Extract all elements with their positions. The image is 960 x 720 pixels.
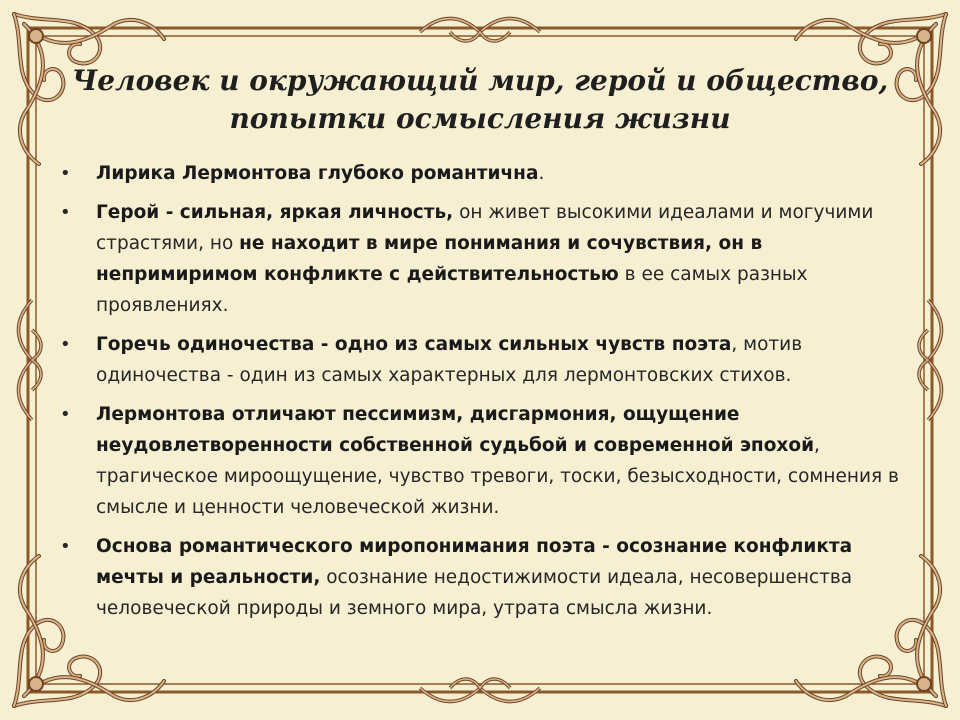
title-line-1: Человек и окружающий мир, герой и общество, bbox=[71, 64, 889, 97]
bullet-text: в ее самых разных проявлениях. bbox=[96, 264, 808, 316]
bottom-edge-flourish bbox=[420, 679, 540, 702]
bullet-text-bold: Лирика Лермонтова глубоко романтична bbox=[96, 163, 539, 184]
title-line-2: попытки осмысления жизни bbox=[229, 102, 731, 135]
bullet-item bbox=[58, 399, 900, 523]
bullet-dot-icon: • bbox=[60, 202, 71, 223]
bullet-text-bold: Основа романтического миропонимания поэта - осознание конфликта мечты и реальности, bbox=[96, 536, 853, 588]
bullet-item bbox=[58, 158, 900, 189]
bullet-text-bold: Лермонтова отличают пессимизм, дисгармония, ощущение неудовлетворенности собственной судьбой и современной эпохой bbox=[96, 404, 815, 456]
bullet-dot-icon: • bbox=[60, 334, 71, 355]
bullet-dot-icon: • bbox=[60, 536, 71, 557]
bullet-dot-icon: • bbox=[60, 404, 71, 425]
bullet-text: , трагическое мироощущение, чувство тревоги, тоски, безысходности, сомнения в смысле и ценности человеческой жизни. bbox=[96, 435, 899, 518]
bullet-text-bold: Герой - сильная, яркая личность, bbox=[96, 202, 454, 223]
bullet-list bbox=[58, 158, 900, 632]
bullet-text: , мотив одиночества - один из самых характерных для лермонтовских стихов. bbox=[96, 334, 803, 386]
left-edge-flourish bbox=[19, 300, 42, 420]
slide-title bbox=[60, 62, 900, 138]
bullet-item bbox=[58, 531, 900, 624]
bullet-text-bold: Горечь одиночества - одно из самых сильных чувств поэта bbox=[96, 334, 732, 355]
right-edge-flourish bbox=[919, 300, 942, 420]
top-edge-flourish bbox=[420, 19, 540, 42]
bullet-item bbox=[58, 329, 900, 391]
bullet-text: . bbox=[538, 163, 545, 184]
bullet-text: осознание недостижимости идеала, несовершенства человеческой природы и земного мира, утрата смысла жизни. bbox=[96, 567, 853, 619]
bullet-text-bold: не находит в мире понимания и сочувствия, он в непримиримом конфликте с действительностью bbox=[96, 233, 763, 285]
bullet-text: он живет высокими идеалами и могучими страстями, но bbox=[96, 202, 874, 254]
bullet-dot-icon: • bbox=[60, 163, 71, 184]
bullet-item bbox=[58, 197, 900, 321]
